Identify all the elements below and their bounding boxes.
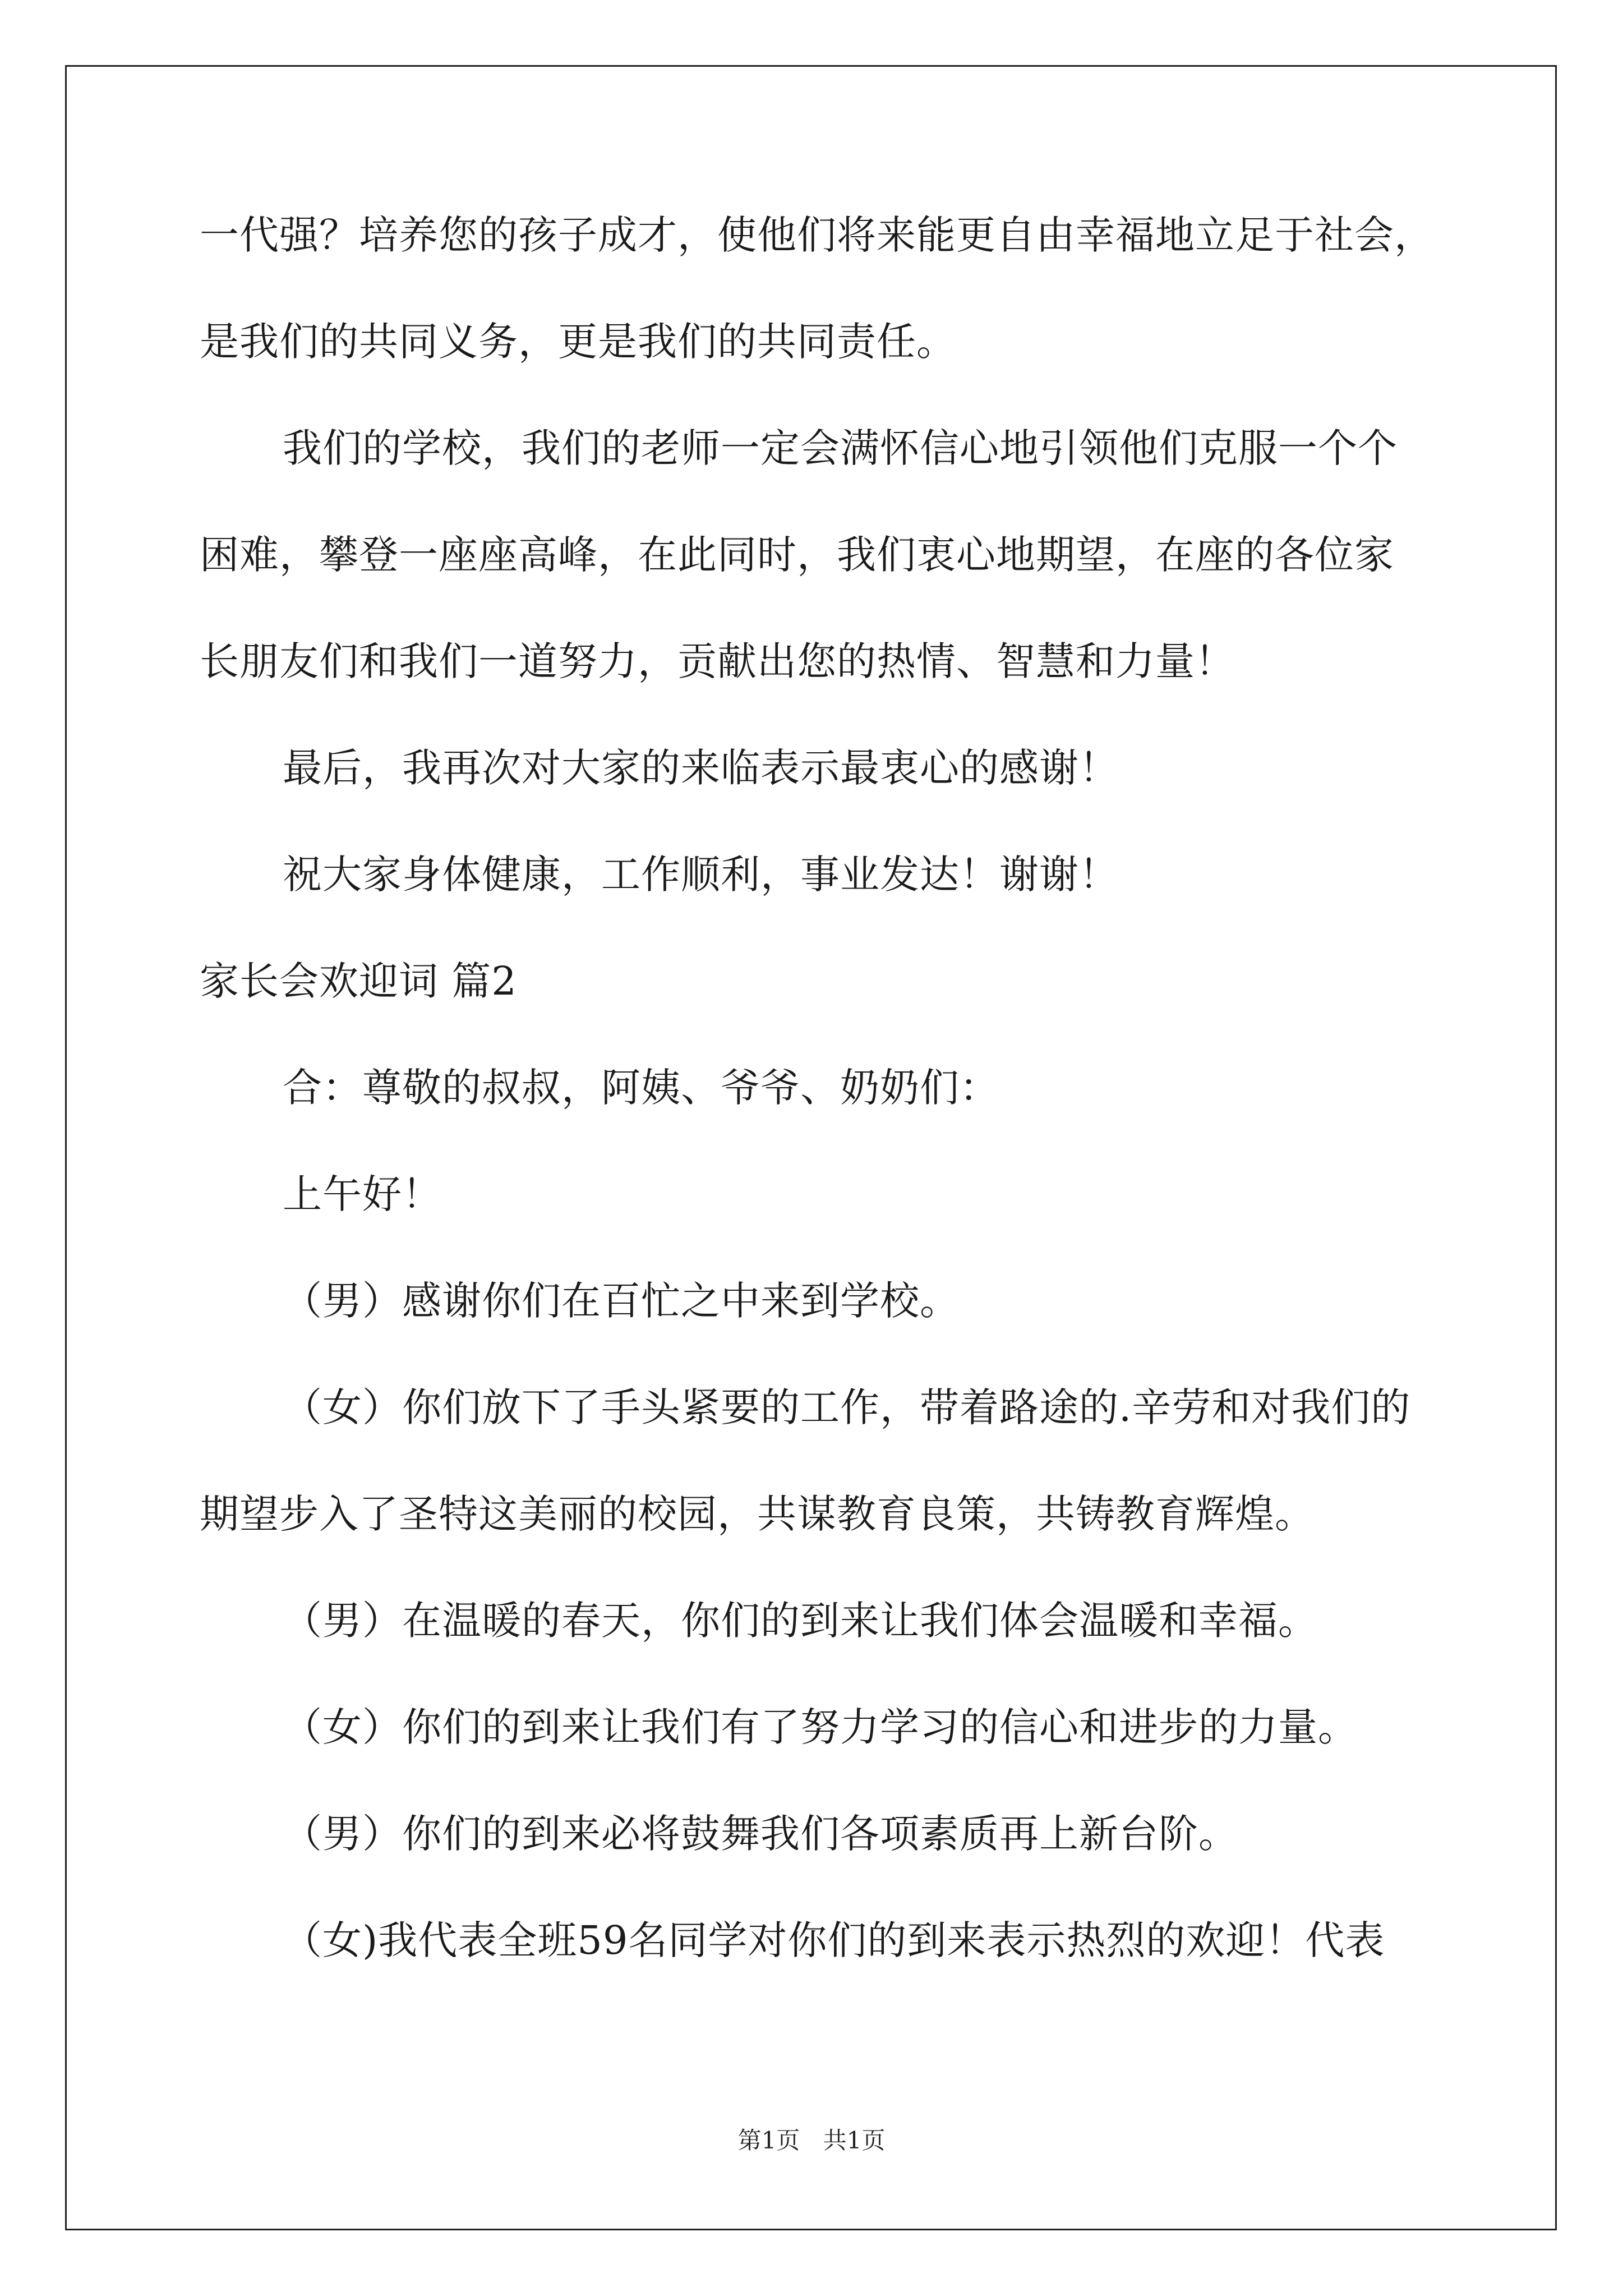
document-body: [200, 208, 1433, 2019]
page-total: 共1页: [823, 2127, 886, 2154]
text-line: （女)我代表全班59名同学对你们的到来表示热烈的欢迎！代表: [283, 1917, 1385, 1963]
text-line: 祝大家身体健康，工作顺利，事业发达！谢谢！: [283, 852, 1119, 898]
text-line: （女）你们放下了手头紧要的工作，带着路途的.辛劳和对我们的: [283, 1384, 1411, 1430]
text-line: 期望步入了圣特这美丽的校园，共谋教育良策，共铸教育辉煌。: [200, 1491, 1315, 1537]
page-number: 第1页: [737, 2127, 800, 2154]
text-line: （女）你们的到来让我们有了努力学习的信心和进步的力量。: [283, 1704, 1358, 1750]
text-line: 合：尊敬的叔叔，阿姨、爷爷、奶奶们：: [283, 1065, 999, 1111]
text-line: 是我们的共同义务，更是我们的共同责任。: [200, 319, 956, 365]
section-heading: 家长会欢迎词 篇2: [200, 958, 517, 1004]
text-line: （男）在温暖的春天，你们的到来让我们体会温暖和幸福。: [283, 1598, 1318, 1644]
text-line: （男）你们的到来必将鼓舞我们各项素质再上新台阶。: [283, 1811, 1238, 1857]
text-line: 长朋友们和我们一道努力，贡献出您的热情、智慧和力量！: [200, 638, 1235, 684]
text-line: 困难，攀登一座座高峰，在此同时，我们衷心地期望，在座的各位家: [200, 532, 1394, 578]
text-line: 一代强？培养您的孩子成才，使他们将来能更自由幸福地立足于社会，: [200, 212, 1434, 258]
text-line: 我们的学校，我们的老师一定会满怀信心地引领他们克服一个个: [283, 425, 1398, 471]
text-line: 上午好！: [283, 1171, 442, 1217]
text-line: 最后，我再次对大家的来临表示最衷心的感谢！: [283, 745, 1119, 791]
text-line: （男）感谢你们在百忙之中来到学校。: [283, 1278, 960, 1324]
page-footer: [0, 2124, 1623, 2157]
